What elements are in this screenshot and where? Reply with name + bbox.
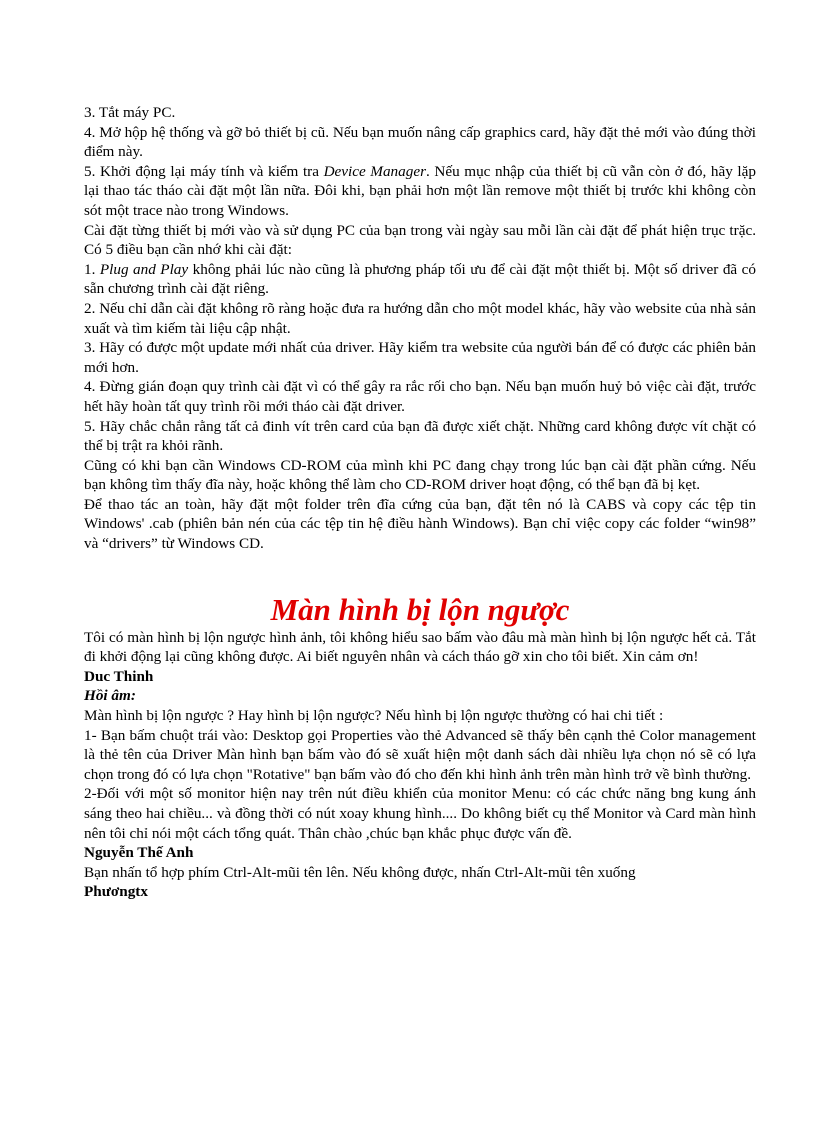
author-1-name: Nguyễn Thế Anh	[84, 844, 194, 862]
tip-1-text: không phải lúc nào cũng là phương pháp tối ưu để cài đặt một thiết bị. Một số driver đã có sẵn chương trình cài đặt riêng.	[84, 260, 756, 298]
step-5-text-start: 5. Khởi động lại máy tính và kiểm tra	[84, 162, 324, 180]
reply-option-2-paragraph: 2-Đối với một số monitor hiện nay trên nút điều khiển của monitor Menu: có các chức năng bng kung ánh sáng theo hai chiều... và đồng thời có nút xoay khung hình.... Do không biết cụ thể Monitor và Card màn hình nên tôi chỉ nói một cách tổng quát. Thân chào ,chúc bạn khắc phục được vấn đề.	[84, 785, 756, 842]
section-spacer	[84, 554, 756, 592]
step-5-text-end: . Nếu mục nhập của thiết bị cũ vẫn còn ở đó, hãy lặp lại thao tác tháo cài đặt một lần nữa. Đôi khi, bạn phải hơn một lần remove một thiết bị trước khi không còn sót một trace nào trong Windows.	[84, 162, 756, 219]
install-intro-paragraph: Cài đặt từng thiết bị mới vào và sử dụng PC của bạn trong vài ngày sau mỗi lần cài đặt để phát hiện trục trặc. Có 5 điều bạn cần nhớ khi cài đặt:	[84, 221, 756, 259]
reply-option-1-paragraph: 1- Bạn bấm chuột trái vào: Desktop gọi Properties vào thẻ Advanced sẽ thấy bên cạnh thẻ Color management là thẻ tên của Driver Màn hình bạn bấm vào đó sẽ xuất hiện một danh sách dài nhiều lựa chọn nó sẽ có lựa chọn trong đó có lựa chọn "Rotative" bạn bấm vào đó cho đến khi hình ảnh trên màn hình trở về bình thường.	[84, 726, 756, 783]
tip-1-number: 1.	[84, 260, 100, 278]
tip-3-paragraph: 3. Hãy có được một update mới nhất của driver. Hãy kiểm tra website của người bán để có được các phiên bản mới hơn.	[84, 339, 756, 376]
document-page	[84, 103, 756, 902]
cdrom-paragraph: Cũng có khi bạn cần Windows CD-ROM của mình khi PC đang chạy trong lúc bạn cài đặt phần cứng. Nếu bạn không tìm thấy đĩa này, hoặc không thể làm cho CD-ROM driver hoạt động, có thể bạn đã bị kẹt.	[84, 456, 756, 494]
question-paragraph: Tôi có màn hình bị lộn ngược hình ảnh, tôi không hiểu sao bấm vào đâu mà màn hình bị lộn ngược hết cả. Tắt đi khởi động lại cũng không được. Ai biết nguyên nhân và cách tháo gỡ xin cho tôi biết. Xin cảm ơn!	[84, 628, 756, 666]
step-3-paragraph: 3. Tắt máy PC.	[84, 104, 176, 121]
tip-5-paragraph: 5. Hãy chắc chắn rằng tất cả đinh vít trên card của bạn đã được xiết chặt. Những card không được vít chặt có thể bị trật ra khỏi rãnh.	[84, 417, 756, 455]
step-5-paragraph	[84, 162, 756, 221]
tip-2-paragraph: 2. Nếu chỉ dẫn cài đặt không rõ ràng hoặc đưa ra hướng dẫn cho một model khác, hãy vào website của nhà sản xuất và tìm kiếm tài liệu cập nhật.	[84, 299, 756, 337]
shortcut-paragraph: Bạn nhấn tổ hợp phím Ctrl-Alt-mũi tên lên. Nếu không được, nhấn Ctrl-Alt-mũi tên xuống	[84, 863, 636, 881]
article-title: Màn hình bị lộn ngược	[270, 591, 570, 627]
plug-and-play-term: Plug and Play	[99, 260, 189, 278]
asker-name: Duc Thinh	[84, 667, 154, 685]
tip-4-paragraph: 4. Đừng gián đoạn quy trình cài đặt vì có thể gây ra rắc rối cho bạn. Nếu bạn muốn huỷ bỏ việc cài đặt, trước hết hãy hoàn tất quy trình rồi mới tháo cài đặt driver.	[84, 378, 756, 415]
reply-intro-paragraph: Màn hình bị lộn ngược ? Hay hình bị lộn ngược? Nếu hình bị lộn ngược thường có hai chi tiết :	[84, 707, 664, 725]
step-4-paragraph: 4. Mở hộp hệ thống và gỡ bỏ thiết bị cũ. Nếu bạn muốn nâng cấp graphics card, hãy đặt thẻ mới vào đúng thời điểm này.	[84, 123, 756, 161]
author-2-name: Phươngtx	[84, 883, 148, 901]
cabs-paragraph: Để thao tác an toàn, hãy đặt một folder trên đĩa cứng của bạn, đặt tên nó là CABS và copy các tệp tin Windows' .cab (phiên bản nén của các tệp tin hệ điều hành Windows). Bạn chỉ việc copy các folder “win98” và “drivers” từ Windows CD.	[84, 495, 756, 553]
reply-label: Hồi âm:	[84, 687, 136, 705]
device-manager-term: Device Manager	[323, 162, 426, 180]
tip-1-paragraph	[84, 260, 756, 299]
